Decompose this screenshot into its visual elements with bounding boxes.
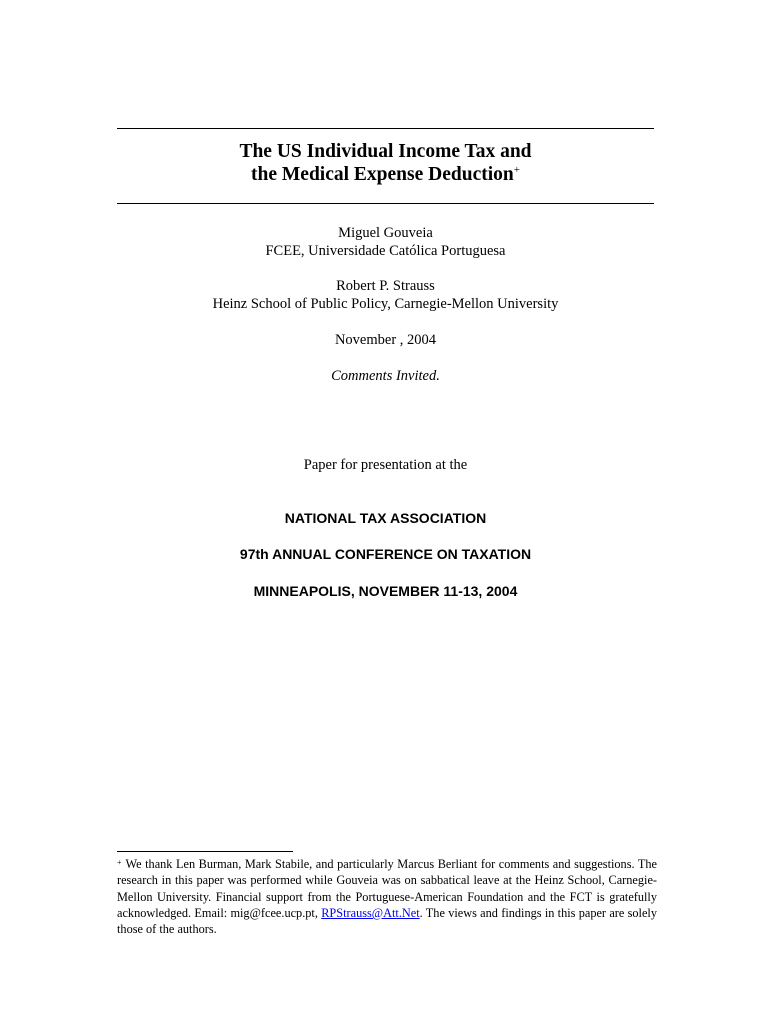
title-line-2-text: the Medical Expense Deduction: [251, 164, 514, 185]
author-1-name: Miguel Gouveia: [338, 225, 433, 241]
paper-date: November , 2004: [334, 332, 437, 348]
conference-organization: NATIONAL TAX ASSOCIATION: [284, 510, 487, 526]
footnote-separator: [117, 851, 293, 852]
title-bottom-rule: [117, 203, 654, 204]
footnote: [117, 856, 657, 937]
title-line-2: [117, 163, 654, 186]
author-2-name: Robert P. Strauss: [336, 278, 435, 294]
author-1-affiliation: FCEE, Universidade Católica Portuguesa: [265, 243, 506, 259]
conference-name: 97th ANNUAL CONFERENCE ON TAXATION: [239, 546, 532, 562]
footnote-marker: +: [117, 858, 122, 867]
footnote-email-link[interactable]: RPStrauss@Att.Net: [321, 905, 420, 920]
paper-title: [117, 140, 654, 186]
title-line-1: The US Individual Income Tax and: [239, 141, 532, 162]
comments-note: Comments Invited.: [331, 368, 440, 384]
footnote-text-before: We thank Len Burman, Mark Stabile, and particularly Marcus Berliant for comments and suggestions. The research in this paper was performed while Gouveia was on sabbatical leave at the Heinz School, Carnegie-Mellon University. Financial support from the Portuguese-American Foundation and the FCT is gratefully acknowledged. Email: mig@fcee.ucp.pt,: [117, 857, 657, 920]
title-top-rule: [117, 128, 654, 129]
conference-location: MINNEAPOLIS, NOVEMBER 11-13, 2004: [253, 583, 518, 599]
title-footnote-marker: +: [513, 164, 520, 176]
footnote-text-after: . The views and findings in this paper are solely those of the authors.: [117, 905, 657, 937]
author-2-affiliation: Heinz School of Public Policy, Carnegie-Mellon University: [212, 296, 559, 312]
presentation-line: Paper for presentation at the: [303, 457, 468, 473]
